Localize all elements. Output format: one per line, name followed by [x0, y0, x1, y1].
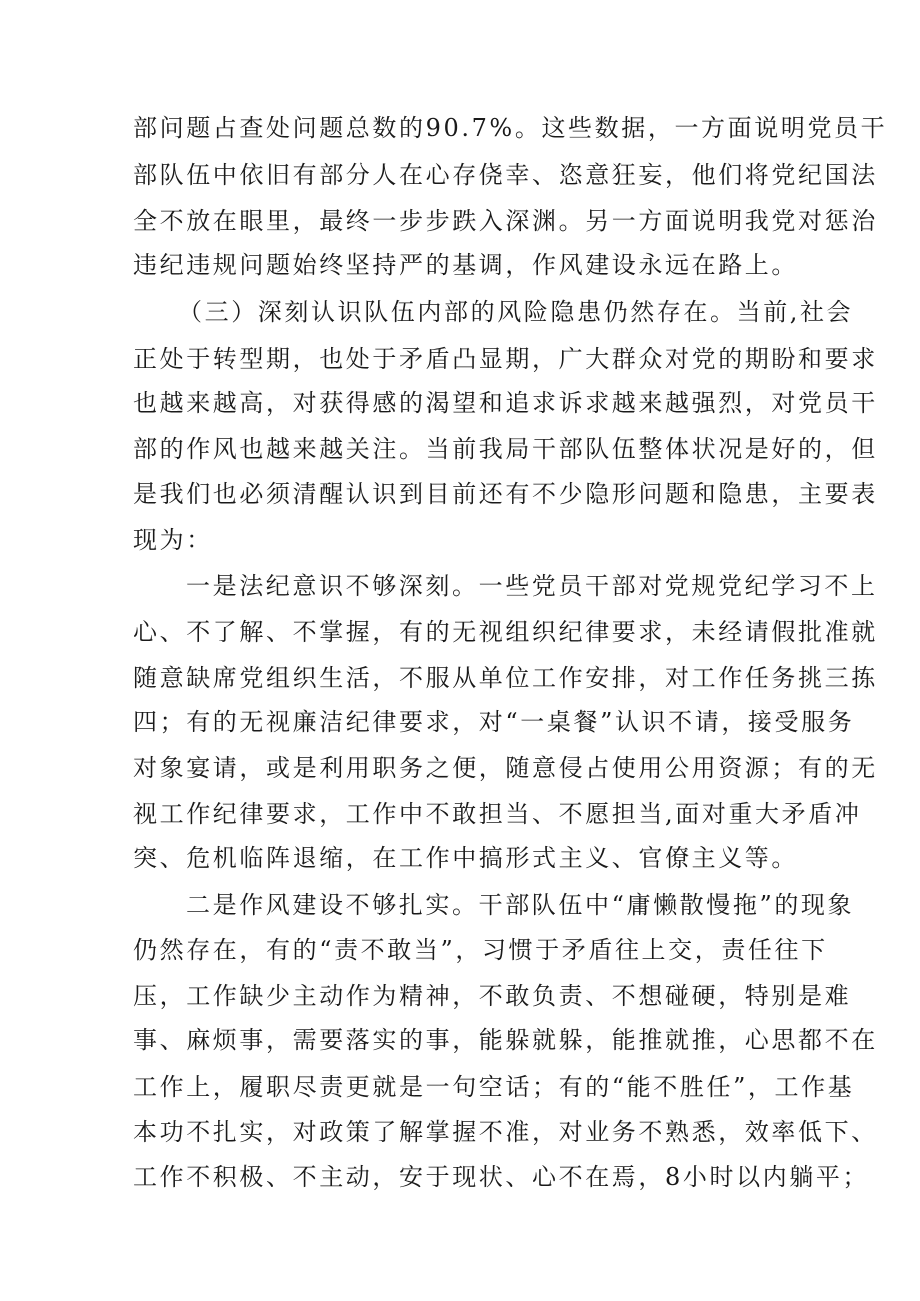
text-line: 工作不积极、不主动，安于现状、心不在焉，8小时以内躺平；	[133, 1163, 870, 1191]
text-line: 随意缺席党组织生活，不服从单位工作安排，对工作任务挑三拣	[133, 664, 878, 692]
section-heading-line: （三）深刻认识队伍内部的风险隐患仍然存在。当前,社会	[178, 298, 854, 326]
text-line: 违纪违规问题始终坚持严的基调，作风建设永远在路上。	[133, 251, 798, 279]
text-line: 也越来越高，对获得感的渴望和追求诉求越来越强烈，对党员干	[133, 389, 878, 417]
text-line: 部问题占查处问题总数的90.7%。这些数据，一方面说明党员干	[133, 114, 888, 142]
paragraph-start-line: 一是法纪意识不够深刻。一些党员干部对党规党纪学习不上	[186, 572, 878, 600]
text-line: 工作上，履职尽责更就是一句空话；有的“能不胜任”，工作基	[133, 1073, 855, 1101]
text-line: 四；有的无视廉洁纪律要求，对“一桌餐”认识不请，接受服务	[133, 708, 855, 736]
text-line: 部的作风也越来越关注。当前我局干部队伍整体状况是好的，但	[133, 435, 878, 463]
text-line: 事、麻烦事，需要落实的事，能躲就躲，能推就推，心思都不在	[133, 1026, 878, 1054]
text-line: 部队伍中依旧有部分人在心存侥幸、恣意狂妄，他们将党纪国法	[133, 161, 878, 189]
text-line: 本功不扎实，对政策了解掌握不准，对业务不熟悉，效率低下、	[133, 1118, 878, 1146]
text-line: 视工作纪律要求，工作中不敢担当、不愿担当,面对重大矛盾冲	[133, 800, 862, 828]
text-line: 仍然存在，有的“责不敢当”，习惯于矛盾往上交，责任往下	[133, 936, 828, 964]
text-line: 全不放在眼里，最终一步步跌入深渊。另一方面说明我党对惩治	[133, 207, 878, 235]
text-line: 正处于转型期，也处于矛盾凸显期，广大群众对党的期盼和要求	[133, 345, 878, 373]
paragraph-start-line: 二是作风建设不够扎实。干部队伍中“庸懒散慢拖”的现象	[186, 891, 855, 919]
text-line: 现为：	[133, 526, 213, 554]
text-line: 心、不了解、不掌握，有的无视组织纪律要求，未经请假批准就	[133, 618, 878, 646]
text-line: 是我们也必须清醒认识到目前还有不少隐形问题和隐患，主要表	[133, 480, 878, 508]
text-line: 突、危机临阵退缩，在工作中搞形式主义、官僚主义等。	[133, 844, 798, 872]
text-line: 对象宴请，或是利用职务之便，随意侵占使用公用资源；有的无	[133, 754, 878, 782]
text-line: 压，工作缺少主动作为精神，不敢负责、不想碰硬，特别是难	[133, 982, 852, 1010]
